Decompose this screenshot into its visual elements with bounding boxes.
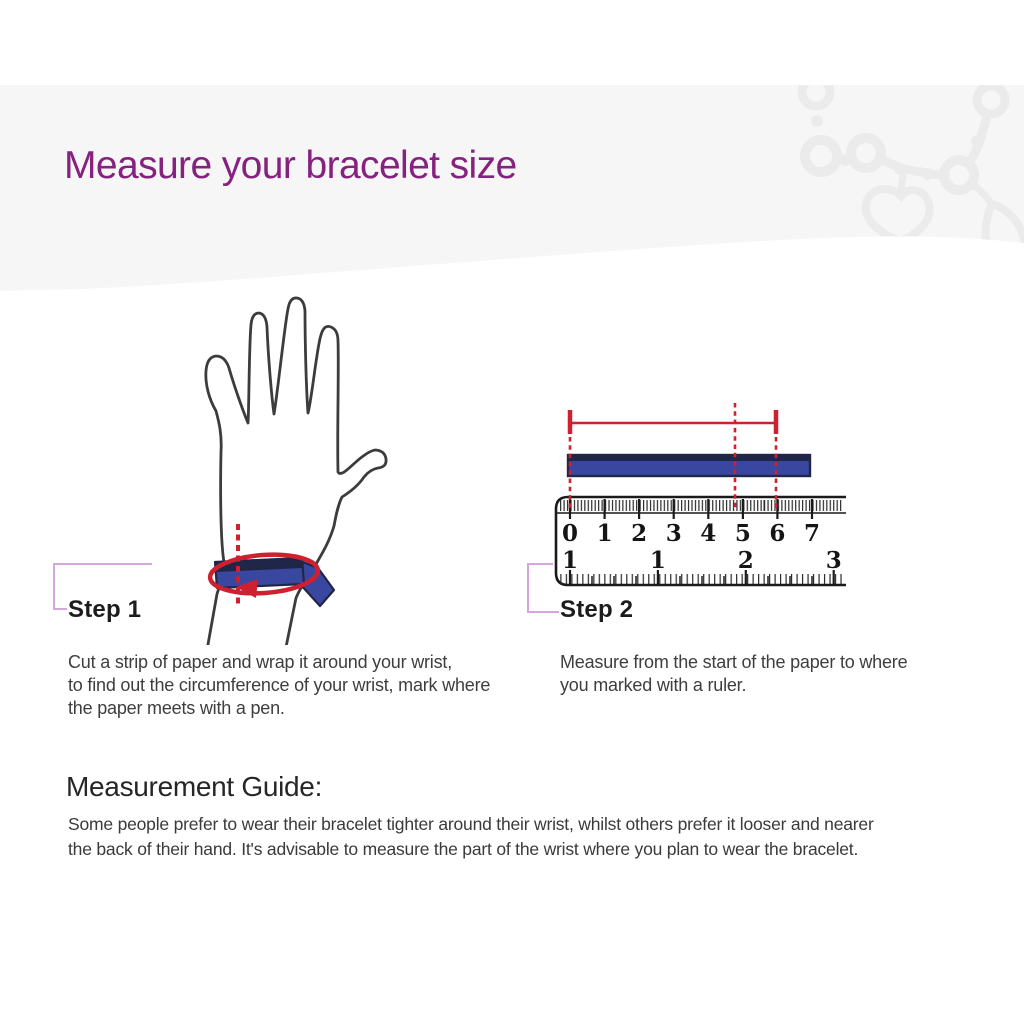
svg-text:4: 4 xyxy=(700,520,717,547)
measurement-guide-heading: Measurement Guide: xyxy=(66,771,323,802)
step1-description xyxy=(68,651,490,720)
step1-heading: Step 1 xyxy=(68,596,142,623)
svg-text:5: 5 xyxy=(734,520,751,547)
step2-ruler-illustration xyxy=(545,395,865,595)
svg-text:0: 0 xyxy=(561,520,579,547)
measurement-guide-text xyxy=(68,812,874,862)
step2-description-line: you marked with a ruler. xyxy=(560,675,747,695)
step2-description-line: Measure from the start of the paper to where xyxy=(560,652,908,672)
svg-text:1: 1 xyxy=(596,520,613,547)
svg-text:3: 3 xyxy=(825,547,842,574)
measurement-guide-line: Some people prefer to wear their bracelet tighter around their wrist, whilst others prefer it looser and nearer xyxy=(68,814,874,834)
page-title: Measure your bracelet size xyxy=(64,144,517,187)
svg-text:2: 2 xyxy=(737,547,754,574)
measurement-guide-line: the back of their hand. It's advisable to measure the part of the wrist where you plan to wear the bracelet. xyxy=(68,839,859,859)
ruler-sixteenth-ticks xyxy=(560,574,842,584)
step2-heading: Step 2 xyxy=(560,596,634,623)
ruler-mm-ticks xyxy=(560,500,842,511)
step1-description-line: Cut a strip of paper and wrap it around your wrist, xyxy=(68,652,452,672)
svg-text:1: 1 xyxy=(561,547,579,574)
step1-hand-illustration xyxy=(170,280,430,645)
svg-text:3: 3 xyxy=(665,520,682,547)
paper-strip xyxy=(568,455,810,476)
svg-text:1: 1 xyxy=(649,547,666,574)
band-shape xyxy=(0,85,1024,291)
measurement-marker-lines xyxy=(570,410,776,434)
step2-bracket xyxy=(527,563,553,613)
step1-description-line: to find out the circumference of your wrist, mark where xyxy=(68,675,491,695)
svg-text:7: 7 xyxy=(803,520,821,547)
step2-description xyxy=(560,651,907,697)
svg-text:2: 2 xyxy=(631,520,648,547)
step1-description-line: the paper meets with a pen. xyxy=(68,698,285,718)
svg-text:6: 6 xyxy=(769,520,786,547)
ruler-illustration xyxy=(556,497,846,585)
